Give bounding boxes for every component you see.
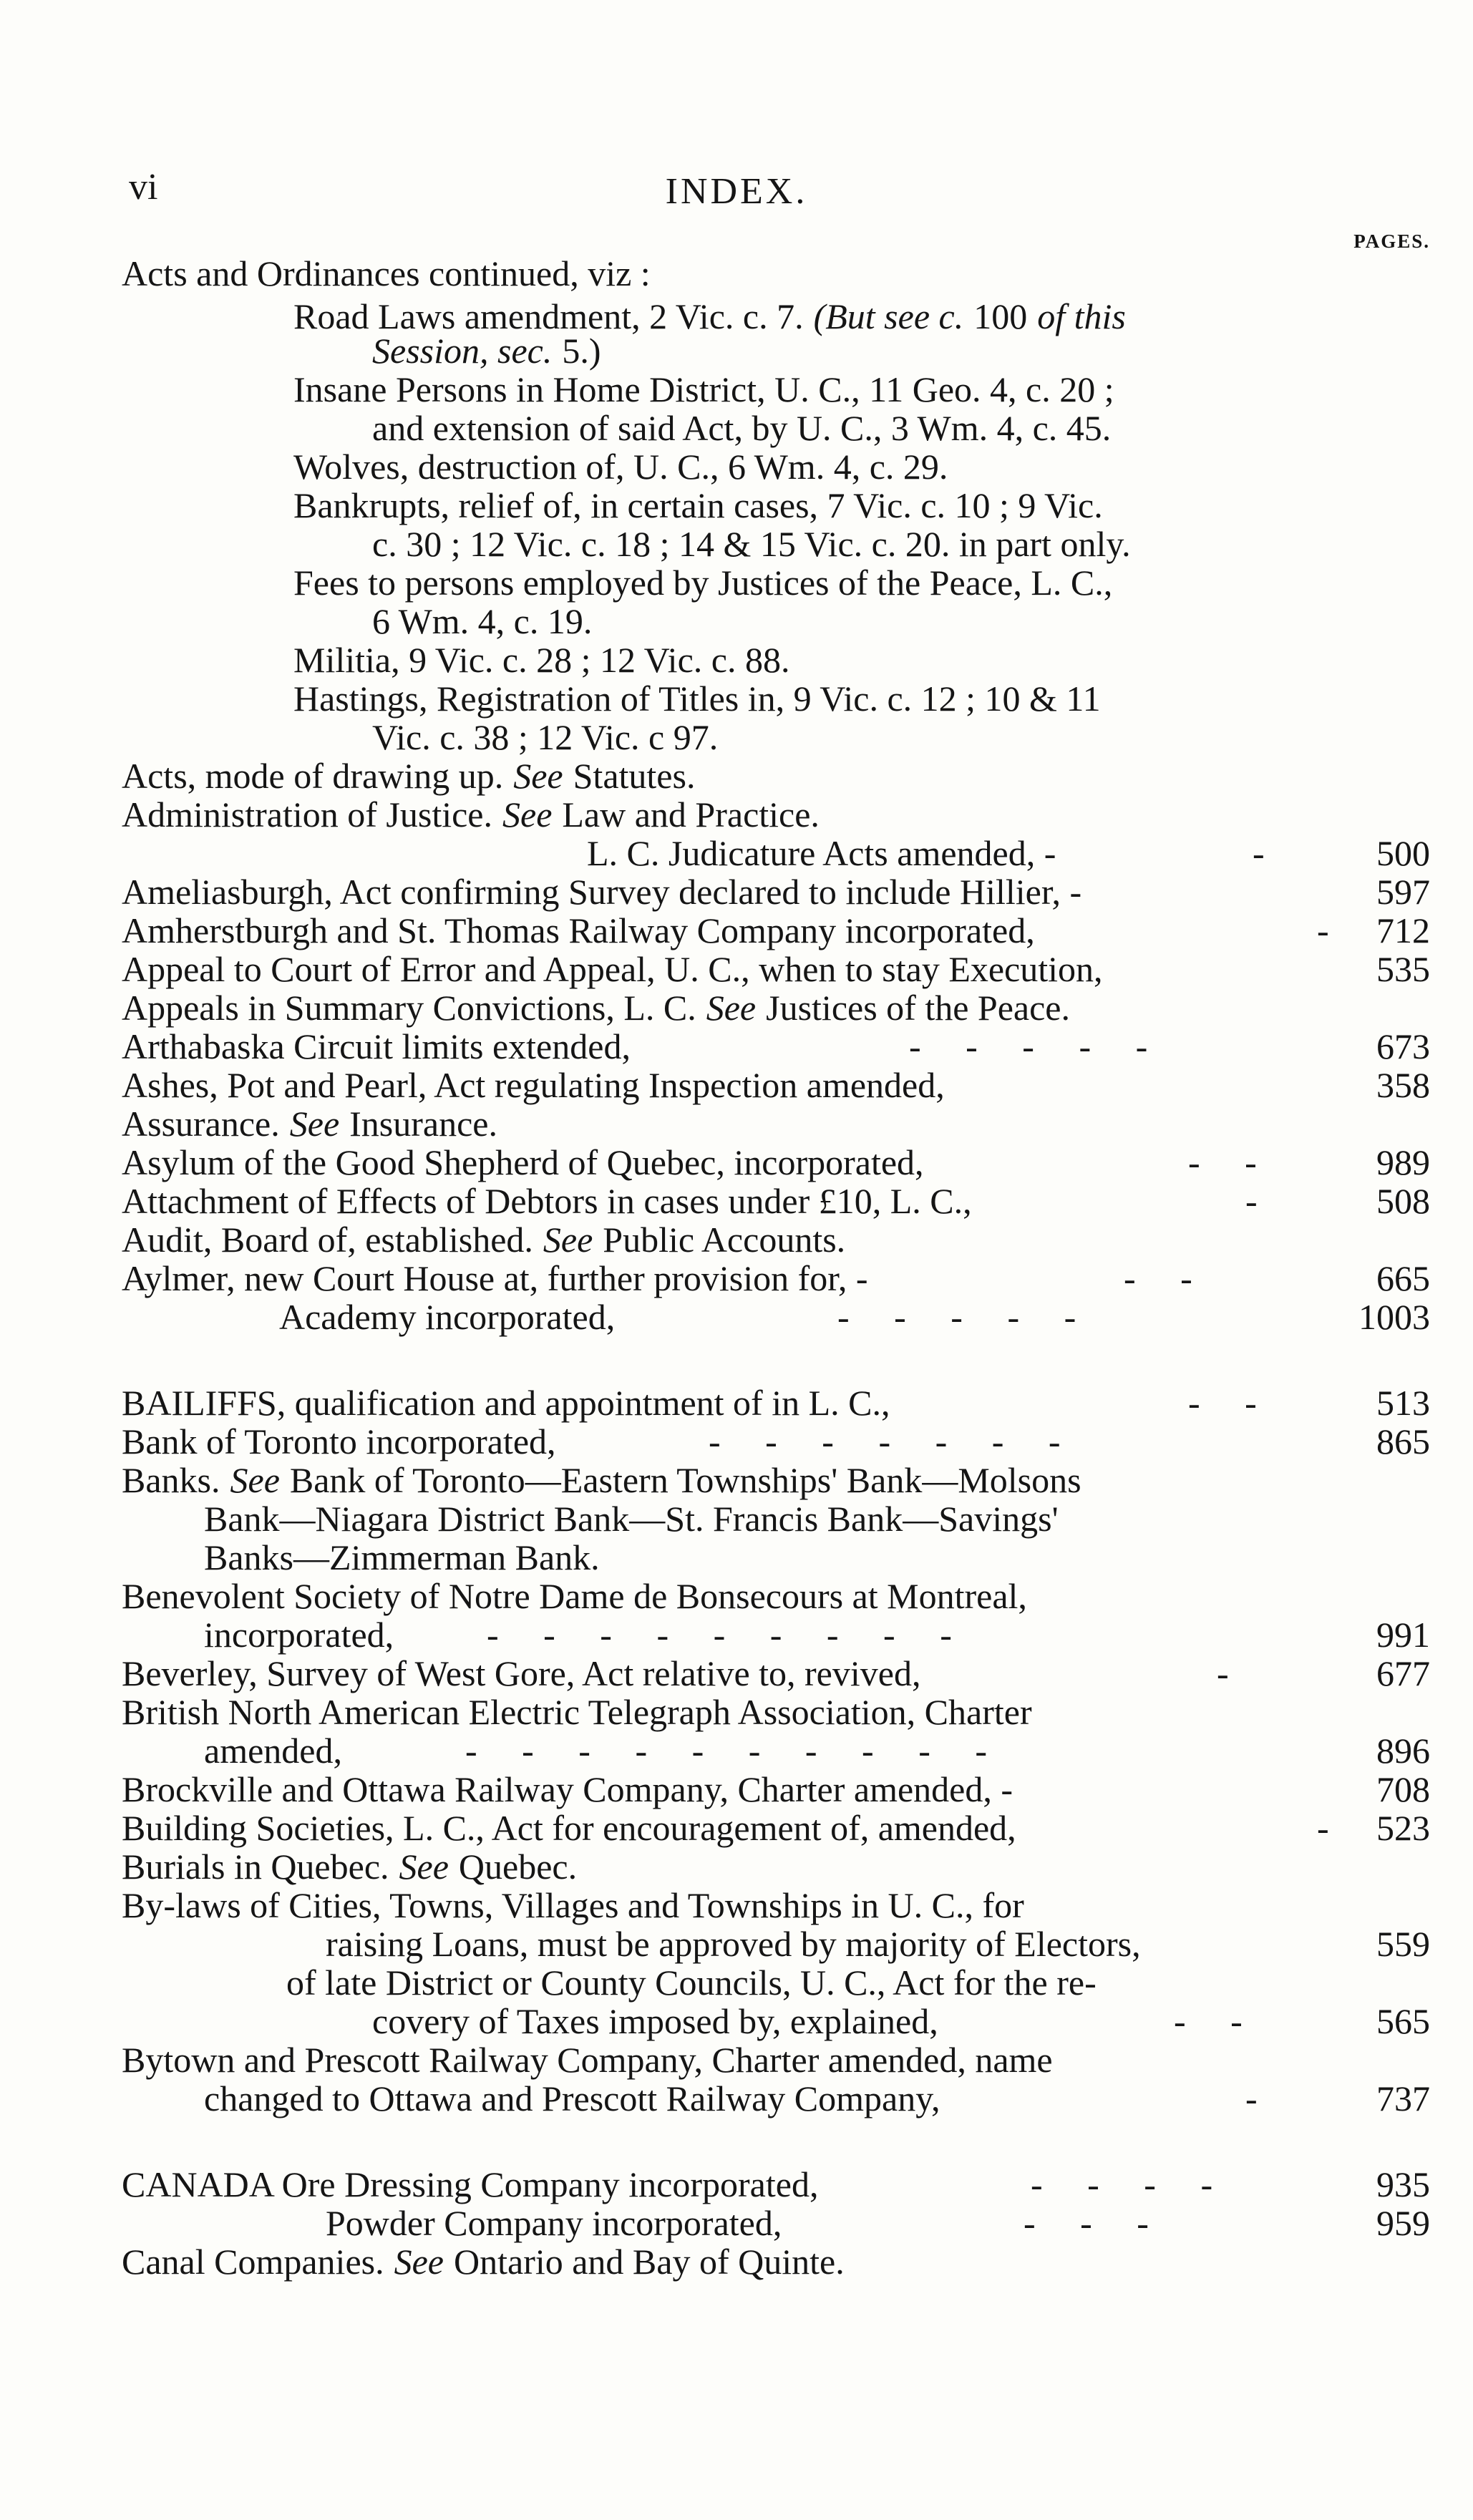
page-title: INDEX. <box>665 171 808 212</box>
entry-text: L. C. Judicature Acts amended, - <box>587 833 1056 873</box>
entry-text: Hastings, Registration of Titles in, 9 Vic. c. 12 ; 10 & 11 <box>293 678 1101 719</box>
index-entry <box>293 640 789 680</box>
page-reference: 865 <box>1376 1421 1430 1461</box>
dot-leader: - - - - - <box>837 1297 1076 1337</box>
page-reference: 935 <box>1376 2164 1430 2204</box>
dot-leader: - <box>1317 1808 1329 1848</box>
entry-text: Bank—Niagara District Bank—St. Francis Bank—Savings' <box>204 1499 1059 1539</box>
entry-text-continued: Bank of Toronto—Eastern Townships' Bank—Molsons <box>289 1460 1081 1500</box>
entry-cross-reference: See <box>706 988 757 1028</box>
index-entry <box>372 408 1111 448</box>
page-reference: 523 <box>1376 1808 1430 1848</box>
page-reference: 535 <box>1376 949 1430 989</box>
index-entry <box>122 1065 945 1105</box>
index-entry <box>372 601 592 641</box>
page-reference: 565 <box>1376 2001 1430 2041</box>
index-entry <box>122 1383 890 1423</box>
page-reference: 677 <box>1376 1653 1430 1693</box>
entry-cross-reference: (But see c. <box>813 296 964 336</box>
index-entry <box>326 1924 1141 1964</box>
index-entry <box>122 872 1081 912</box>
index-entry <box>122 253 651 293</box>
entry-text: Banks—Zimmerman Bank. <box>204 1537 600 1577</box>
entry-text-continued: Justices of the Peace. <box>766 988 1070 1028</box>
index-entry <box>122 1692 1032 1732</box>
index-entry <box>122 910 1035 950</box>
dot-leader: - - - - - - - - - - <box>465 1731 988 1771</box>
entry-text-continued: 100 <box>973 296 1028 336</box>
dot-leader: - <box>1253 833 1265 873</box>
entry-text: 6 Wm. 4, c. 19. <box>372 601 593 641</box>
index-entry <box>293 485 1103 525</box>
index-entry <box>122 1181 972 1221</box>
page-reference: 989 <box>1376 1142 1430 1182</box>
page-reference: 358 <box>1376 1065 1430 1105</box>
entry-text: raising Loans, must be approved by majority of Electors, <box>326 1924 1141 1964</box>
index-entry <box>293 678 1101 719</box>
entry-text: of late District or County Councils, U. C., Act for the re- <box>286 1962 1097 2003</box>
index-entry <box>122 1885 1024 1925</box>
entry-text: Aylmer, new Court House at, further provision for, - <box>122 1258 868 1298</box>
page-reference: 1003 <box>1358 1297 1430 1337</box>
entry-text: Road Laws amendment, 2 Vic. c. 7. <box>293 296 804 336</box>
index-entry <box>326 2203 782 2243</box>
entry-text: Banks. <box>122 1460 220 1500</box>
entry-text-continued: Insurance. <box>349 1104 497 1144</box>
entry-text: Appeals in Summary Convictions, L. C. <box>122 988 696 1028</box>
page-reference: 500 <box>1376 833 1430 873</box>
dot-leader: - - <box>1124 1258 1192 1298</box>
page-reference: 673 <box>1376 1026 1430 1066</box>
dot-leader: - - <box>1188 1142 1257 1182</box>
dot-leader: - <box>1245 1181 1258 1221</box>
index-entry <box>122 988 1070 1028</box>
pages-column-label: PAGES. <box>1353 230 1430 252</box>
index-entry <box>372 524 1131 564</box>
entry-text: Bankrupts, relief of, in certain cases, 7 Vic. c. 10 ; 9 Vic. <box>293 485 1103 525</box>
entry-text: BAILIFFS, qualification and appointment of in L. C., <box>122 1383 890 1423</box>
entry-text: and extension of said Act, by U. C., 3 Wm. 4, c. 45. <box>372 408 1112 448</box>
index-entry <box>122 1576 1027 1616</box>
entry-text: Burials in Quebec. <box>122 1847 389 1887</box>
entry-text: Fees to persons employed by Justices of the Peace, L. C., <box>293 563 1113 603</box>
page-number: vi <box>129 167 158 208</box>
index-entry <box>122 1847 577 1887</box>
index-entry <box>293 563 1112 603</box>
entry-cross-reference: See <box>230 1460 280 1500</box>
entry-text: Bytown and Prescott Railway Company, Charter amended, name <box>122 2040 1053 2080</box>
entry-cross-reference: See <box>399 1847 449 1887</box>
entry-text: c. 30 ; 12 Vic. c. 18 ; 14 & 15 Vic. c. 20. in part only. <box>372 524 1131 564</box>
entry-text: Acts, mode of drawing up. <box>122 756 504 796</box>
entry-text: Powder Company incorporated, <box>326 2203 782 2243</box>
dot-leader: - <box>1317 910 1329 950</box>
entry-cross-reference: Session, sec. <box>372 331 553 371</box>
entry-text: Arthabaska Circuit limits extended, <box>122 1026 631 1066</box>
entry-text: incorporated, <box>204 1615 394 1655</box>
dot-leader: - <box>1245 2078 1258 2118</box>
index-entry <box>122 1258 868 1298</box>
page-reference: 513 <box>1376 1383 1430 1423</box>
entry-text: Amherstburgh and St. Thomas Railway Company incorporated, <box>122 910 1035 950</box>
index-entry <box>122 1104 497 1144</box>
entry-text: Bank of Toronto incorporated, <box>122 1421 556 1461</box>
entry-text: Building Societies, L. C., Act for encouragement of, amended, <box>122 1808 1016 1848</box>
page-reference: 991 <box>1376 1615 1430 1655</box>
entry-cross-reference: See <box>394 2242 444 2282</box>
entry-text: Insane Persons in Home District, U. C., 11 Geo. 4, c. 20 ; <box>293 369 1114 409</box>
entry-text: Appeal to Court of Error and Appeal, U. C., when to stay Execution, <box>122 949 1103 989</box>
entry-text: Beverley, Survey of West Gore, Act relative to, revived, <box>122 1653 921 1693</box>
index-entry <box>122 1421 556 1461</box>
index-entry <box>372 2001 938 2041</box>
page-reference: 665 <box>1376 1258 1430 1298</box>
entry-cross-reference: See <box>513 756 563 796</box>
entry-text-continued: Statutes. <box>573 756 696 796</box>
entry-text: British North American Electric Telegraph Association, Charter <box>122 1692 1032 1732</box>
entry-text: Benevolent Society of Notre Dame de Bonsecours at Montreal, <box>122 1576 1027 1616</box>
page-reference: 712 <box>1376 910 1430 950</box>
entry-text: CANADA Ore Dressing Company incorporated, <box>122 2164 819 2204</box>
index-entry <box>122 2242 845 2282</box>
index-entry <box>204 1615 394 1655</box>
index-entry <box>122 1653 920 1693</box>
index-entry <box>204 2078 940 2118</box>
index-entry <box>122 1026 631 1066</box>
entry-text-continued: Law and Practice. <box>562 794 820 835</box>
index-entry <box>122 949 1103 989</box>
index-entry <box>204 1537 600 1577</box>
dot-leader: - - - - - - - <box>709 1421 1061 1461</box>
entry-text: Asylum of the Good Shepherd of Quebec, incorporated, <box>122 1142 924 1182</box>
page-reference: 597 <box>1376 872 1430 912</box>
index-entry <box>122 1769 1013 1809</box>
index-entry <box>204 1499 1059 1539</box>
entry-text: Acts and Ordinances continued, viz : <box>122 253 651 293</box>
entry-cross-reference: See <box>502 794 553 835</box>
index-entry <box>204 1731 342 1771</box>
entry-text: Assurance. <box>122 1104 280 1144</box>
entry-text-continued: Quebec. <box>458 1847 578 1887</box>
page-reference: 959 <box>1376 2203 1430 2243</box>
index-entry <box>122 794 820 835</box>
entry-text: Ashes, Pot and Pearl, Act regulating Inspection amended, <box>122 1065 945 1105</box>
index-entry <box>279 1297 615 1337</box>
entry-text: changed to Ottawa and Prescott Railway Company, <box>204 2078 940 2118</box>
entry-text: Attachment of Effects of Debtors in cases under £10, L. C., <box>122 1181 972 1221</box>
entry-text: Administration of Justice. <box>122 794 492 835</box>
entry-italic-continued: of this <box>1037 296 1126 336</box>
index-entry <box>122 1220 845 1260</box>
index-entry <box>286 1962 1097 2003</box>
entry-text-continued: 5.) <box>562 331 601 371</box>
index-entry <box>122 756 695 796</box>
page-reference: 559 <box>1376 1924 1430 1964</box>
entry-text: Brockville and Ottawa Railway Company, Charter amended, - <box>122 1769 1013 1809</box>
dot-leader: - - <box>1188 1383 1257 1423</box>
index-entry <box>122 1808 1016 1848</box>
entry-text: Academy incorporated, <box>279 1297 616 1337</box>
index-entry <box>293 369 1114 409</box>
dot-leader: - - - - - <box>909 1026 1148 1066</box>
entry-text-continued: Public Accounts. <box>603 1220 846 1260</box>
dot-leader: - - - - <box>1031 2164 1213 2204</box>
dot-leader: - - - - - - - - - <box>487 1615 952 1655</box>
index-entry <box>122 2164 818 2204</box>
entry-text: amended, <box>204 1731 342 1771</box>
entry-cross-reference: See <box>289 1104 340 1144</box>
entry-text: By-laws of Cities, Towns, Villages and Townships in U. C., for <box>122 1885 1024 1925</box>
entry-text: Ameliasburgh, Act confirming Survey declared to include Hillier, - <box>122 872 1082 912</box>
entry-cross-reference: See <box>543 1220 593 1260</box>
entry-text: Wolves, destruction of, U. C., 6 Wm. 4, c. 29. <box>293 447 948 487</box>
entry-text-continued: Ontario and Bay of Quinte. <box>454 2242 845 2282</box>
index-entry <box>122 1460 1081 1500</box>
dot-leader: - - - <box>1024 2203 1149 2243</box>
dot-leader: - - <box>1174 2001 1243 2041</box>
index-entry <box>587 833 1056 873</box>
entry-text: Canal Companies. <box>122 2242 384 2282</box>
page-reference: 708 <box>1376 1769 1430 1809</box>
index-entry <box>122 2040 1053 2080</box>
page-reference: 508 <box>1376 1181 1430 1221</box>
page-reference: 737 <box>1376 2078 1430 2118</box>
entry-text: covery of Taxes imposed by, explained, <box>372 2001 938 2041</box>
entry-text: Militia, 9 Vic. c. 28 ; 12 Vic. c. 88. <box>293 640 790 680</box>
index-entry <box>372 717 718 757</box>
page-reference: 896 <box>1376 1731 1430 1771</box>
entry-text: Vic. c. 38 ; 12 Vic. c 97. <box>372 717 719 757</box>
index-entry <box>293 447 948 487</box>
index-entry <box>372 331 601 371</box>
index-entry <box>122 1142 924 1182</box>
entry-text: Audit, Board of, established. <box>122 1220 533 1260</box>
dot-leader: - <box>1217 1653 1229 1693</box>
